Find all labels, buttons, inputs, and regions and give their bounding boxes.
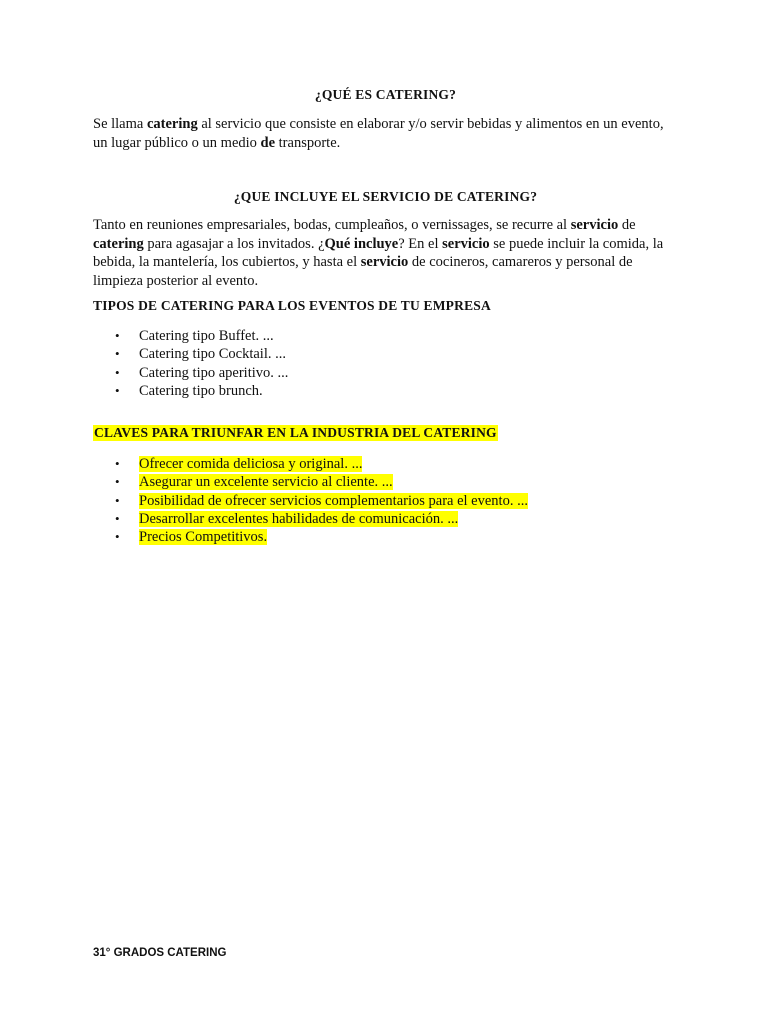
list-item — [93, 510, 528, 528]
bold-run: servicio — [570, 217, 619, 233]
bold-run: servicio — [360, 254, 409, 270]
list-item-text: Catering tipo aperitivo. ... — [139, 364, 289, 381]
list-item — [93, 455, 528, 473]
list-item — [93, 327, 288, 345]
heading-que-incluye: ¿QUE INCLUYE EL SERVICIO DE CATERING? — [233, 189, 538, 204]
list-tipos-catering — [93, 327, 288, 400]
list-item — [93, 528, 528, 546]
paragraph-incluye — [93, 216, 678, 290]
text-run: para agasajar a los invitados. ¿ — [143, 235, 325, 252]
bullet-icon: • — [115, 492, 120, 508]
bold-run: de — [260, 135, 276, 151]
page-footer: 31° GRADOS CATERING — [93, 947, 227, 959]
list-item — [93, 492, 528, 510]
list-claves — [93, 455, 528, 546]
list-item-text: Catering tipo Buffet. ... — [139, 328, 274, 344]
bullet-icon: • — [115, 510, 120, 526]
text-run: de cocineros, camareros y personal de limpieza posterior al evento. — [93, 254, 633, 289]
bullet-icon: • — [115, 382, 120, 398]
list-item-text-highlighted: Ofrecer comida deliciosa y original. ... — [139, 456, 363, 472]
bold-run: Qué incluye — [324, 235, 399, 252]
text-run: ? En el — [398, 235, 443, 252]
bullet-icon: • — [115, 346, 120, 362]
heading-claves-highlighted: CLAVES PARA TRIUNFAR EN LA INDUSTRIA DEL CATERING — [94, 425, 497, 440]
bullet-icon: • — [115, 456, 120, 471]
text-run: Se llama — [93, 116, 147, 132]
list-item-text: Catering tipo Cocktail. ... — [139, 346, 286, 363]
bold-run: catering — [146, 116, 198, 132]
text-run: al servicio que consiste en elaborar y/o servir bebidas y alimentos en un evento, un lugar público o un medio — [93, 116, 664, 151]
heading-tipos-de-catering: TIPOS DE CATERING PARA LOS EVENTOS DE TU EMPRESA — [93, 298, 491, 313]
list-item — [93, 473, 528, 491]
list-item-text-highlighted: Asegurar un excelente servicio al cliente. ... — [139, 474, 393, 491]
bold-run: catering — [93, 235, 144, 252]
text-run: Tanto en reuniones empresariales, bodas, cumpleaños, o vernissages, se recurre al — [93, 217, 571, 233]
bullet-icon: • — [115, 364, 120, 380]
text-run: se puede incluir la comida, la bebida, la mantelería, los cubiertos, y hasta el — [93, 235, 664, 270]
list-item — [93, 382, 288, 400]
paragraph-definition — [93, 115, 678, 153]
list-item-text-highlighted: Precios Competitivos. — [139, 529, 268, 546]
text-run: de — [618, 217, 636, 233]
bold-run: servicio — [442, 235, 490, 252]
list-item-text: Catering tipo brunch. — [139, 382, 263, 399]
bullet-icon: • — [115, 474, 120, 490]
list-item — [93, 364, 288, 382]
bullet-icon: • — [115, 529, 120, 545]
heading-que-es-catering: ¿QUÉ ES CATERING? — [314, 87, 457, 102]
list-item — [93, 345, 288, 363]
text-run: transporte. — [275, 135, 341, 151]
list-item-text-highlighted: Posibilidad de ofrecer servicios complementarios para el evento. ... — [139, 492, 528, 509]
list-item-text-highlighted: Desarrollar excelentes habilidades de comunicación. ... — [139, 510, 459, 527]
bullet-icon: • — [115, 328, 120, 343]
